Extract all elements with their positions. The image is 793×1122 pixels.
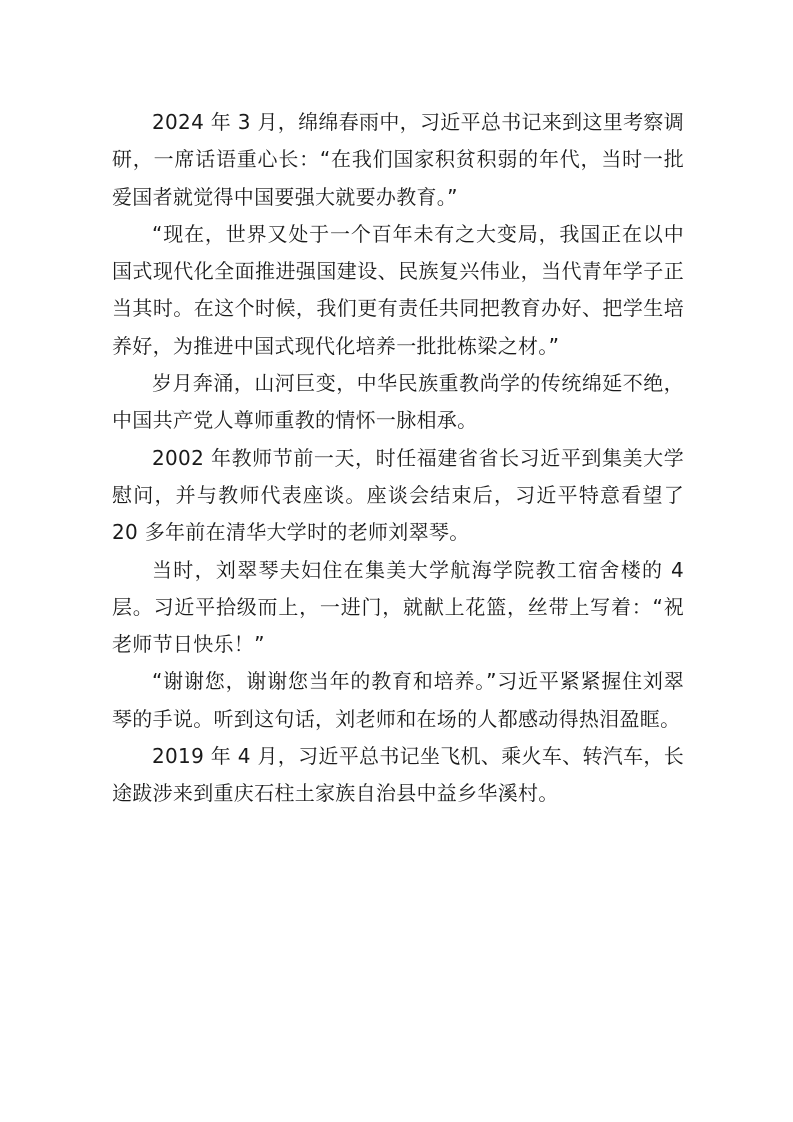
article-body bbox=[112, 104, 684, 813]
paragraph-5: 当时，刘翠琴夫妇住在集美大学航海学院教工宿舍楼的 4 层。习近平拾级而上，一进门，就献上花篮，丝带上写着：“祝老师节日快乐！” bbox=[112, 557, 684, 657]
paragraph-6: “谢谢您，谢谢您当年的教育和培养。”习近平紧紧握住刘翠琴的手说。听到这句话，刘老师和在场的人都感动得热泪盈眶。 bbox=[112, 669, 684, 731]
paragraph-3: 岁月奔涌，山河巨变，中华民族重教尚学的传统绵延不绝，中国共产党人尊师重教的情怀一脉相承。 bbox=[112, 371, 684, 433]
paragraph-7: 2019 年 4 月，习近平总书记坐飞机、乘火车、转汽车，长途跋涉来到重庆石柱土家族自治县中益乡华溪村。 bbox=[112, 744, 684, 806]
paragraph-2: “现在，世界又处于一个百年未有之大变局，我国正在以中国式现代化全面推进强国建设、民族复兴伟业，当代青年学子正当其时。在这个时候，我们更有责任共同把教育办好、把学生培养好，为推进中国式现代化培养一批批栋梁之材。” bbox=[112, 221, 684, 358]
paragraph-4: 2002 年教师节前一天，时任福建省省长习近平到集美大学慰问，并与教师代表座谈。座谈会结束后，习近平特意看望了 20 多年前在清华大学时的老师刘翠琴。 bbox=[112, 445, 684, 545]
paragraph-1: 2024 年 3 月，绵绵春雨中，习近平总书记来到这里考察调研，一席话语重心长：“在我们国家积贫积弱的年代，当时一批爱国者就觉得中国要强大就要办教育。” bbox=[112, 110, 684, 209]
